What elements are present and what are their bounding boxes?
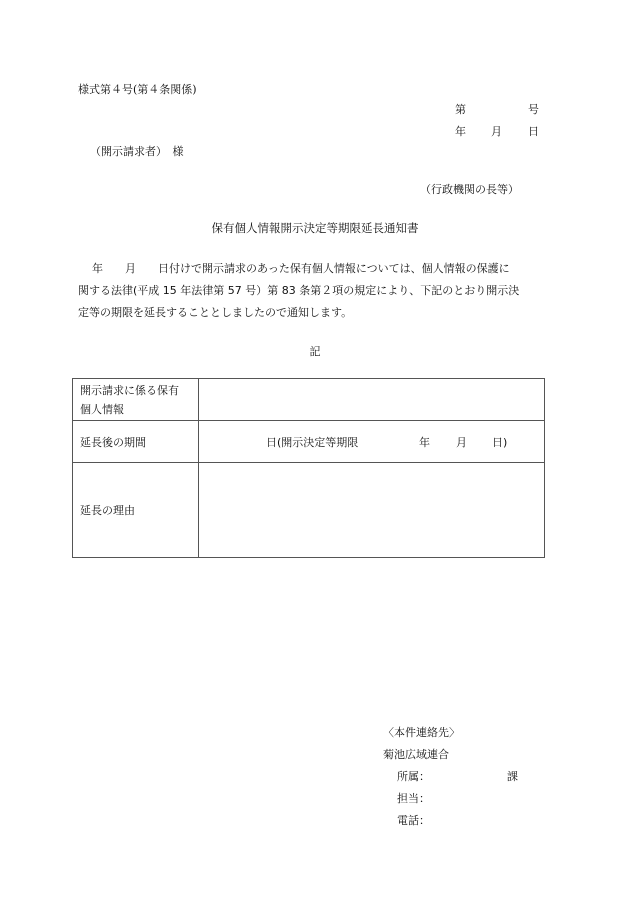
date-day: 日: [528, 125, 539, 138]
doc-number-suffix: 号: [528, 103, 539, 116]
info-table: [72, 378, 545, 558]
extension-reason-label: 延長の理由: [73, 463, 199, 558]
addressee: （開示請求者） 様: [90, 145, 184, 158]
extended-period-label: 延長後の期間: [73, 421, 199, 463]
period-month: 月: [456, 436, 467, 449]
contact-org-text: 菊池広域連合: [383, 748, 449, 761]
table-row: [73, 379, 545, 421]
body-line: 定等の期限を延長することとしましたので通知します。: [78, 306, 353, 319]
label-line: 開示請求に係る保有: [80, 383, 179, 397]
period-deadline-label: (開示決定等期限: [277, 436, 359, 449]
sender: （行政機関の長等）: [420, 183, 519, 196]
doc-number-prefix: 第: [455, 103, 466, 116]
table-row: [73, 463, 545, 558]
requested-info-label: [73, 379, 199, 421]
document-title: 保有個人情報開示決定等期限延長通知書: [211, 221, 419, 235]
period-day-close: 日): [492, 436, 508, 449]
date-month: 月: [491, 125, 502, 138]
body-paragraph: [78, 258, 554, 324]
date-year: 年: [455, 125, 466, 138]
period-year: 年: [419, 436, 430, 449]
extended-period-value: [199, 421, 545, 463]
table-row: [73, 421, 545, 463]
label-line: 個人情報: [80, 402, 124, 416]
contact-phone-label: 電話：: [397, 814, 430, 827]
contact-heading-text: 〈本件連絡先〉: [383, 726, 460, 739]
contact-dept-suffix: 課: [507, 770, 518, 783]
body-line: 関する法律(平成 15 年法律第 57 号）第 83 条第２項の規定により、下記のとおり開示決: [78, 284, 520, 297]
form-number: 様式第４号(第４条関係): [78, 83, 197, 96]
requested-info-value: [199, 379, 545, 421]
body-line: 年 月 日付けで開示請求のあった保有個人情報については、個人情報の保護に: [92, 262, 510, 275]
contact-person-label: 担当：: [397, 792, 430, 805]
ki-heading: 記: [309, 345, 321, 358]
period-day: 日: [266, 436, 277, 449]
extension-reason-value: [199, 463, 545, 558]
contact-dept-label: 所属：: [397, 770, 430, 783]
